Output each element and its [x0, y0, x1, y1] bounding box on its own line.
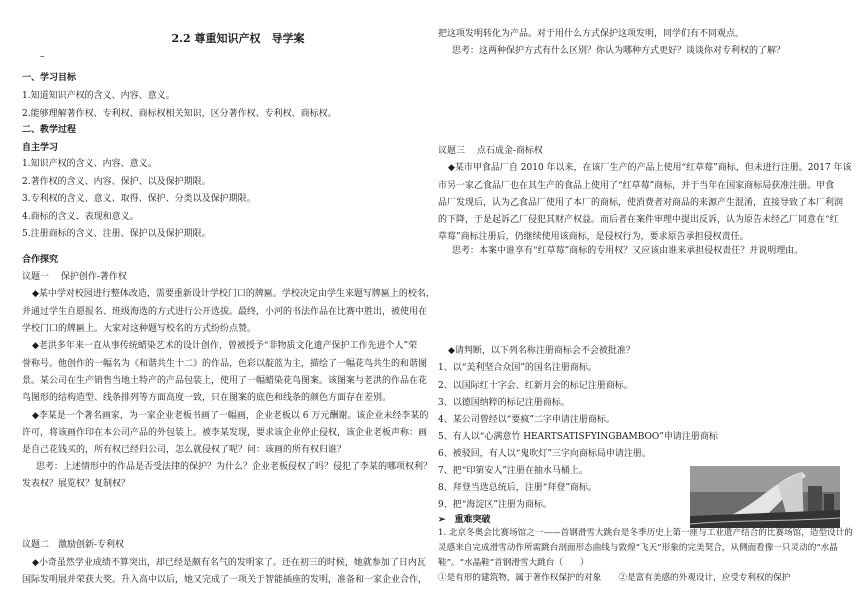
exercise-line: 鞋”。“水晶鞋”首钢滑雪大跳台（ ）	[438, 558, 589, 568]
exercise-line: 1. 北京冬奥会比赛场馆之一——首钢滑雪大跳台是冬季历史上第一座与工业遗产结合的比赛场馆，造型设计的	[438, 528, 853, 538]
self-item: 4.商标的含义、表现和意义。	[22, 212, 139, 222]
think-line: 思考：上述情形中的作品是否受法律的保护？为什么？企业老板侵权了吗？侵犯了李某的哪项权利？	[36, 462, 433, 472]
exercise-options: ①是有形的建筑物，属于著作权保护的对象 ②是富有美感的外观设计，应受专利权的保护	[438, 573, 791, 583]
topic-two-heading: 议题二 激励创新-专利权	[22, 540, 125, 550]
paragraph-line: 草莓”商标注册后，仍继续使用该商标，是侵权行为，要求原告承担侵权责任。	[438, 232, 749, 242]
question-item: 9、把“海淀区”注册为商标。	[438, 500, 552, 510]
self-item: 3.专利权的含义、意义、取得、保护、分类以及保护期限。	[22, 194, 256, 204]
question-item: 5、有人以“心满意竹 HEARTSATISFYINGBAMBOO”申请注册商标	[438, 432, 718, 442]
ski-jump-stadium-photo	[690, 466, 840, 528]
paragraph-line: 国际发明展并荣获大奖。升入高中以后，她又完成了一项关于智能插座的发明，准备和一家企业合作，	[22, 575, 428, 585]
goal-item: 2.能够理解著作权、专利权、商标权相关知识，区分著作权、专利权、商标权。	[22, 109, 337, 119]
paragraph-line: ◆某中学对校园进行整体改造，需要重新设计学校门口的牌匾。学校决定由学生来题写牌匾上的校名，	[32, 289, 435, 299]
paragraph-line: 许可，将该画作印在本公司产品的外包装上。被李某发现，要求该企业停止侵权，该企业老板声称：画	[22, 428, 428, 438]
question-item: 4、某公司曾经以“要疯”二字申请注册商标。	[438, 415, 615, 425]
dash-mark: –	[40, 52, 45, 62]
paragraph-line: 的下降，于是起诉乙厂侵犯其财产权益。而后者在案件审理中提出反诉，认为原告未经乙厂同意在“红	[438, 215, 839, 225]
paragraph-line: 是自己花钱买的，所有权已经归公司，怎么就侵权了呢？问：该画的所有权归谁？	[22, 445, 347, 455]
think-line: 思考：这两种保护方式有什么区别？你认为哪种方式更好？谈谈你对专利权的了解？	[452, 46, 786, 56]
paragraph-line: 鸟图形的结构造型、线条排列等方面高度一致，只在图案的底色和线条的颜色方面存在差别。	[22, 393, 392, 403]
goal-item: 1.知道知识产权的含义、内容、意义。	[22, 91, 175, 101]
question-item: 6、被驳回，有人以“鬼吹灯”三字向商标局申请注册。	[438, 449, 651, 459]
question-item: 1、以“美利坚合众国”的国名注册商标。	[438, 363, 597, 373]
paragraph-line: 学校门口的牌匾上。大家对这种题写校名的方式纷纷点赞。	[22, 324, 257, 334]
question-item: 8、拜登当选总统后，注册“拜登”商标。	[438, 483, 597, 493]
paragraph-line: ◆老洪多年来一直从事传统蜡染艺术的设计创作，曾被授予“非物质文化遗产保护工作先进个人”荣	[32, 341, 418, 351]
key-points-heading: ➢ 重难突破	[438, 515, 491, 525]
section-heading-process: 二、教学过程	[22, 125, 77, 135]
self-item: 5.注册商标的含义、注册、保护以及保护期限。	[22, 229, 211, 239]
page-title: 2.2 尊重知识产权 导学案	[171, 32, 305, 45]
topic-three-heading: 议题三 点石成金-商标权	[438, 146, 543, 156]
think-line: 思考：本案中谁享有“红草莓”商标的专用权？又应该由谁来承担侵权责任？并说明理由。	[452, 246, 804, 256]
question-item: 7、把“印第安人”注册在抽水马桶上。	[438, 466, 588, 476]
paragraph-line: 品厂发现后，认为乙食品厂使用了本厂的商标，使消费者对商品的来源产生混淆，直接导致了本厂利润	[438, 198, 844, 208]
think-line: 发表权？展览权？复制权？	[22, 479, 131, 489]
topic-one-heading: 议题一 保护创作-著作权	[22, 272, 127, 282]
question-heading: ◆请判断，以下列名称注册商标会不会被批准？	[448, 346, 635, 356]
paragraph-line: ◆李某是一个著名画家，为一家企业老板书画了一幅画，企业老板以 6 万元酬谢。该企业未经李某的	[32, 411, 429, 421]
self-item: 2.著作权的含义、内容、保护、以及保护期限。	[22, 177, 211, 187]
paragraph-line: ◆某市甲食品厂自 2010 年以来，在该厂生产的产品上使用“红草莓”商标，但未进行注册。2017 年该	[448, 163, 852, 173]
paragraph-line: ◆小奇虽然学业成绩不算突出，却已经是颇有名气的发明家了。还在初三的时候，她就参加了日内瓦	[32, 558, 426, 568]
subheading-cooperative: 合作探究	[22, 255, 59, 265]
exercise-line: 灵感来自完成滑雪动作所需跳台剖面形态曲线与敦煌“飞天”形象的完美契合，从侧面看像一只灵动的“水晶	[438, 543, 838, 553]
subheading-self-study: 自主学习	[22, 143, 59, 153]
question-item: 2、以国际红十字会、红新月会的标记注册商标。	[438, 381, 633, 391]
paragraph-line: 把这项发明转化为产品。对于用什么方式保护这项发明，同学们有不同观点。	[438, 29, 745, 39]
paragraph-line: 景。某公司在生产销售当地土特产的产品包装上，使用了一幅蜡染花鸟图案。该图案与老洪的作品在花	[22, 376, 428, 386]
question-item: 3、以德国纳粹的标记注册商标。	[438, 398, 570, 408]
section-heading-goals: 一、学习目标	[22, 73, 77, 83]
paragraph-line: 誉称号。他创作的一幅名为《和谐共生十二》的作品，色彩以靛蓝为主，描绘了一幅花鸟共生的和谐图	[22, 359, 428, 369]
paragraph-line: 市另一家乙食品厂也在其生产的食品上使用了“红草莓”商标，并于当年在国家商标局获准注册。甲食	[438, 181, 835, 191]
self-item: 1.知识产权的含义、内容、意义。	[22, 159, 157, 169]
paragraph-line: 并通过学生自愿报名、班级海选的方式进行公开选拔。最终，小河的书法作品在比赛中胜出，被使用在	[22, 307, 428, 317]
